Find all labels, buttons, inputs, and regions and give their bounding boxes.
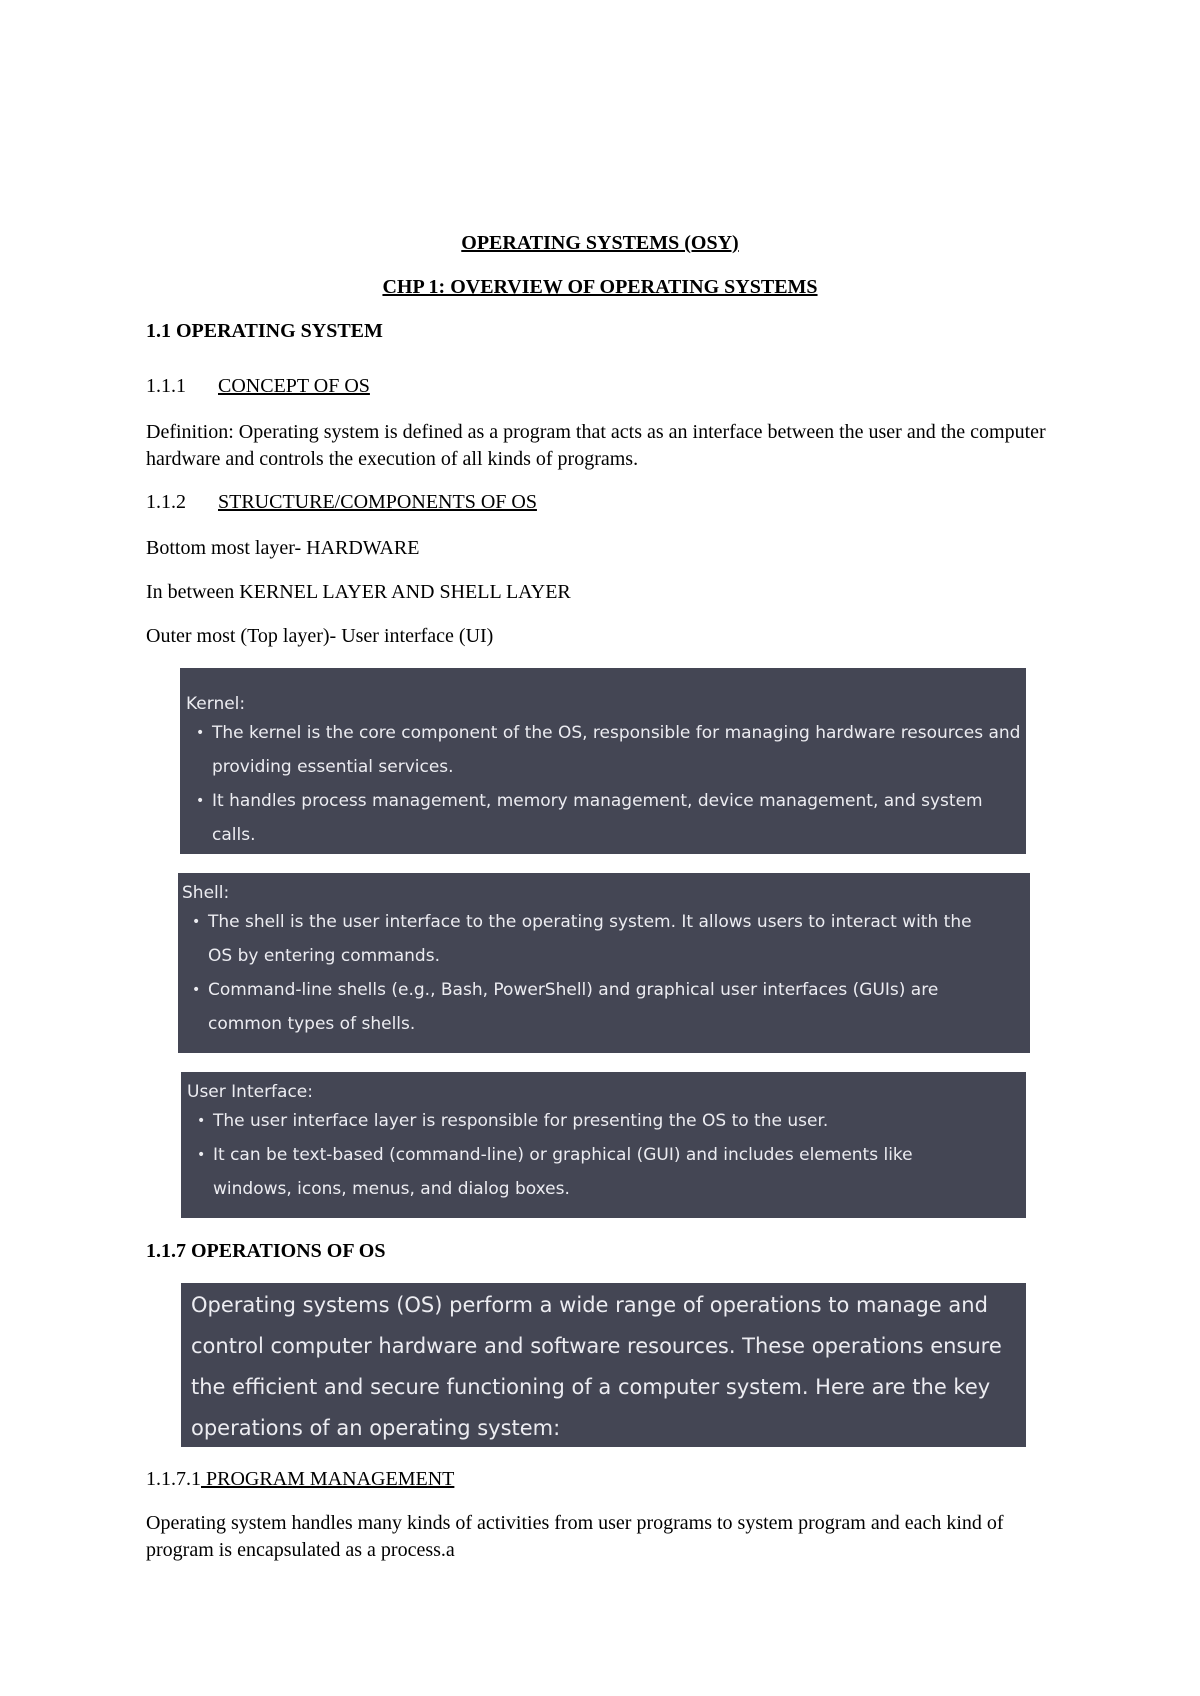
subsection-title: CONCEPT OF OS [218,375,370,397]
ui-bullet-list [187,1104,967,1206]
subsection-structure [146,491,537,514]
section-heading: 1.1 OPERATING SYSTEM [146,320,383,342]
layer-line-bottom: Bottom most layer- HARDWARE [146,537,420,559]
subsection-number: 1.1.1 [146,375,186,397]
subsection-title: PROGRAM MANAGEMENT [201,1468,455,1490]
bullet-icon: • [192,982,201,998]
subsection-number: 1.1.7.1 [146,1468,201,1490]
subsection-title: STRUCTURE/COMPONENTS OF OS [218,491,537,513]
bullet-icon: • [196,793,205,809]
subsection-number: 1.1.2 [146,491,186,513]
list-item: • The shell is the user interface to the operating system. It allows users to interact with the OS by entering commands. [182,905,982,973]
list-item: • The user interface layer is responsible for presenting the OS to the user. [187,1104,967,1138]
list-item: • It handles process management, memory management, device management, and system calls. [186,784,1026,852]
operations-heading: 1.1.7 OPERATIONS OF OS [146,1240,386,1262]
list-item: • Command-line shells (e.g., Bash, PowerShell) and graphical user interfaces (GUIs) are common types of shells. [182,973,982,1041]
subsection-concept [146,375,370,398]
operations-text: Operating systems (OS) perform a wide range of operations to manage and control computer hardware and software resources. These operations ensure the efficient and secure functioning of a computer system. Here are the key operations of an operating system: [191,1293,1002,1440]
bullet-icon: • [197,1113,206,1129]
bullet-icon: • [196,725,205,741]
user-interface-box [181,1072,1026,1218]
layer-line-middle: In between KERNEL LAYER AND SHELL LAYER [146,581,571,603]
document-title: OPERATING SYSTEMS (OSY) [461,232,739,254]
layer-line-top: Outer most (Top layer)- User interface (UI) [146,625,494,647]
kernel-heading: Kernel: [186,694,246,714]
subsection-program-management [146,1468,454,1491]
kernel-bullet-list [186,716,1026,852]
shell-box [178,873,1030,1053]
kernel-box [180,668,1026,854]
definition-paragraph: Definition: Operating system is defined as a program that acts as an interface between the user and the computer hardware and controls the execution of all kinds of programs. [146,421,1046,470]
bullet-icon: • [192,914,201,930]
chapter-title: CHP 1: OVERVIEW OF OPERATING SYSTEMS [382,276,818,298]
program-paragraph: Operating system handles many kinds of activities from user programs to system program and each kind of program is encapsulated as a process.a [146,1512,1004,1561]
operations-box [181,1283,1026,1447]
shell-bullet-list [182,905,982,1041]
bullet-icon: • [197,1147,206,1163]
ui-heading: User Interface: [187,1082,313,1102]
list-item: • It can be text-based (command-line) or graphical (GUI) and includes elements like windows, icons, menus, and dialog boxes. [187,1138,967,1206]
shell-heading: Shell: [182,883,230,903]
list-item: • The kernel is the core component of the OS, responsible for managing hardware resources and providing essential services. [186,716,1026,784]
